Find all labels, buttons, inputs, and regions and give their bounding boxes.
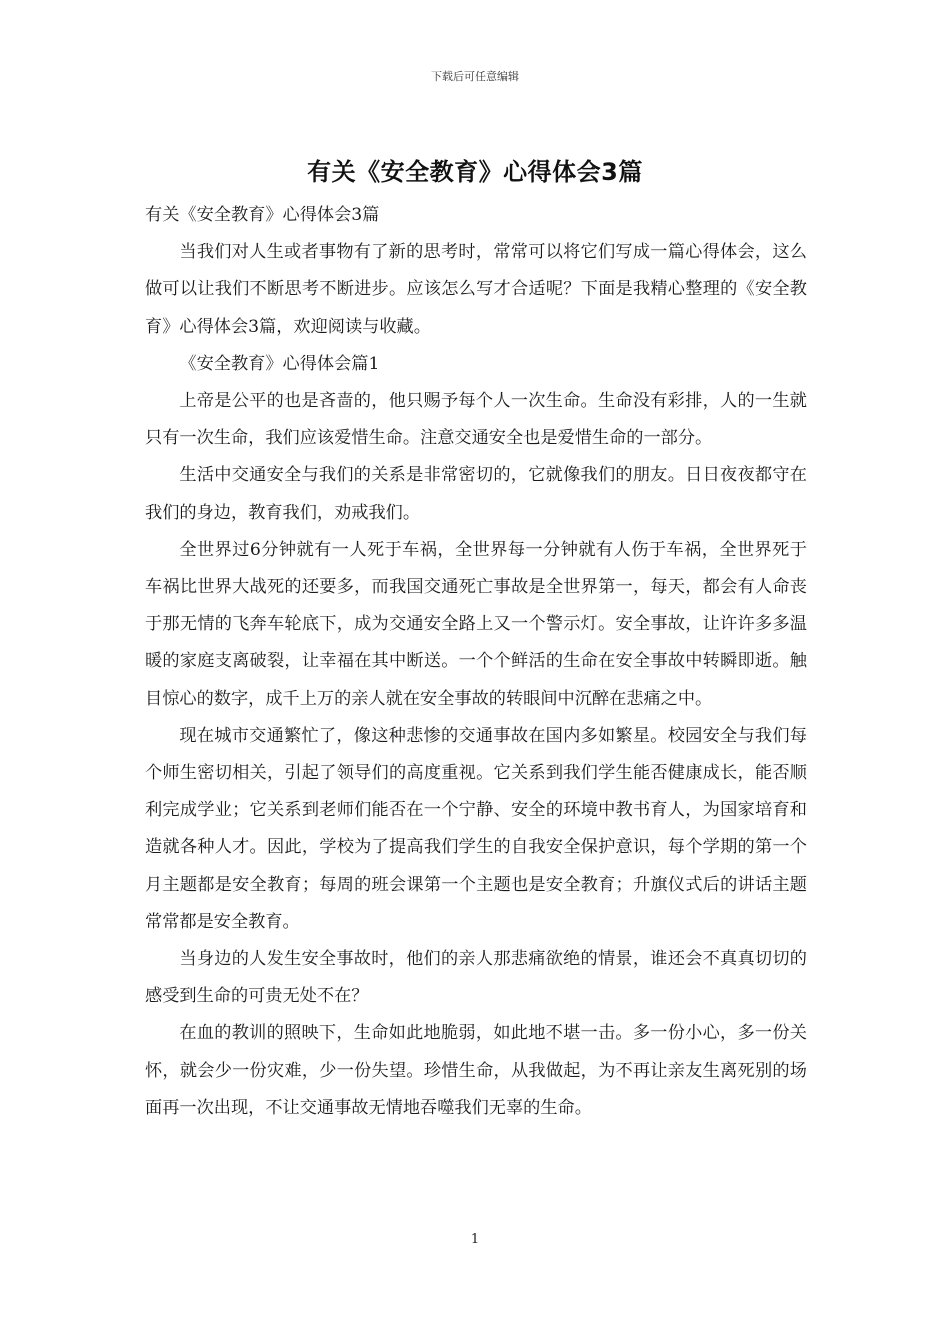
body-paragraph: 当身边的人发生安全事故时，他们的亲人那悲痛欲绝的情景，谁还会不真真切切的感受到生命的可贵无处不在？ <box>145 949 807 1007</box>
body-paragraph: 在血的教训的照映下，生命如此地脆弱，如此地不堪一击。多一份小心，多一份关怀，就会少一份灾难，少一份失望。珍惜生命，从我做起，为不再让亲友生离死别的场面再一次出现，不让交通事故无情地吞噬我们无辜的生命。 <box>145 1023 807 1118</box>
subtitle-paragraph: 有关《安全教育》心得体会3篇 <box>145 205 380 225</box>
body-paragraph: 现在城市交通繁忙了，像这种悲惨的交通事故在国内多如繁星。校园安全与我们每个师生密切相关，引起了领导们的高度重视。它关系到我们学生能否健康成长，能否顺利完成学业；它关系到老师们能否在一个宁静、安全的环境中教书育人，为国家培育和造就各种人才。因此，学校为了提高我们学生的自我安全保护意识，每个学期的第一个月主题都是安全教育；每周的班会课第一个主题也是安全教育；升旗仪式后的讲话主题常常都是安全教育。 <box>145 725 807 932</box>
body-paragraph: 全世界过6分钟就有一人死于车祸，全世界每一分钟就有人伤于车祸，全世界死于车祸比世界大战死的还要多，而我国交通死亡事故是全世界第一，每天，都会有人命丧于那无情的飞奔车轮底下，成为交通安全路上又一个警示灯。安全事故，让许许多多温暖的家庭支离破裂，让幸福在其中断送。一个个鲜活的生命在安全事故中转瞬即逝。触目惊心的数字，成千上万的亲人就在安全事故的转眼间中沉醉在悲痛之中。 <box>145 539 807 709</box>
document-body <box>145 197 807 1127</box>
page-number: 1 <box>470 1232 480 1247</box>
body-paragraph: 生活中交通安全与我们的关系是非常密切的，它就像我们的朋友。日日夜夜都守在我们的身边，教育我们，劝戒我们。 <box>145 465 807 523</box>
body-paragraph: 上帝是公平的也是吝啬的，他只赐予每个人一次生命。生命没有彩排，人的一生就只有一次生命，我们应该爱惜生命。注意交通安全也是爱惜生命的一部分。 <box>145 391 807 449</box>
intro-paragraph: 当我们对人生或者事物有了新的思考时，常常可以将它们写成一篇心得体会，这么做可以让我们不断思考不断进步。应该怎么写才合适呢？下面是我精心整理的《安全教育》心得体会3篇，欢迎阅读与收藏。 <box>145 242 807 337</box>
document-title: 有关《安全教育》心得体会3篇 <box>307 158 643 186</box>
section-heading: 《安全教育》心得体会篇1 <box>179 353 380 374</box>
page-header: 下载后可任意编辑 <box>431 70 519 83</box>
